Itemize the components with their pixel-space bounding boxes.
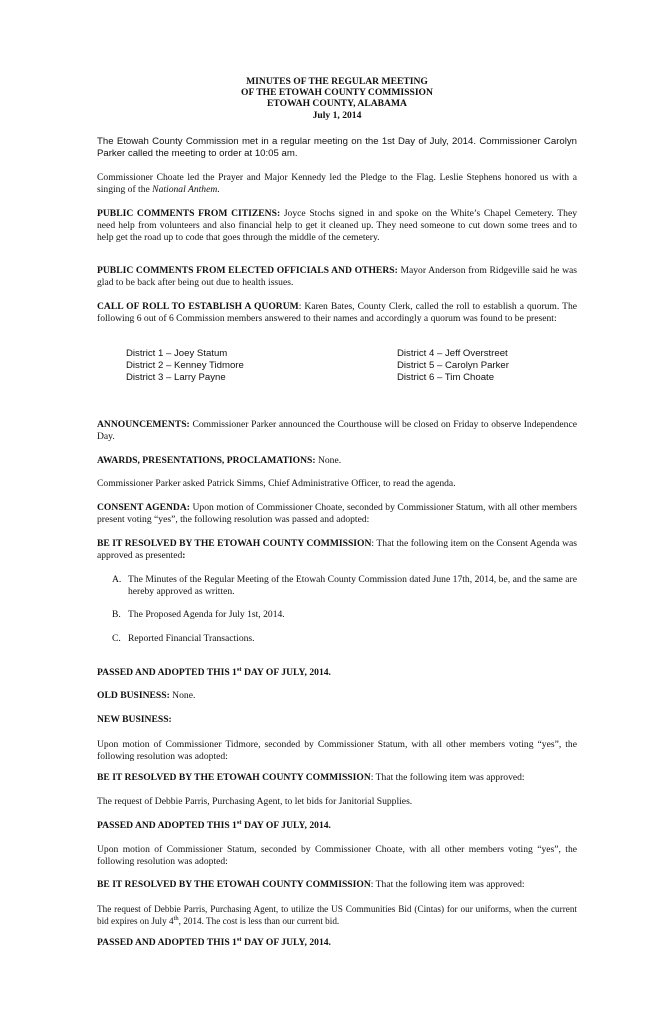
passed-sup: st [236,665,242,673]
new-business-heading: NEW BUSINESS: [97,714,172,725]
motion-statum-paragraph: Upon motion of Commissioner Statum, seconded by Commissioner Choate, with all other members voting “yes”, the following resolution was adopted: [97,844,577,867]
uniforms-sup: th [173,914,179,922]
roll-district-6: District 6 – Tim Choate [397,372,495,383]
roll-district-4: District 4 – Jeff Overstreet [397,348,508,359]
resolved-consent-heading: BE IT RESOLVED BY THE ETOWAH COUNTY COMMISSION [97,538,372,549]
pledge-end: . [217,184,220,195]
old-business-text: None. [169,690,196,701]
passed-post: DAY OF JULY, 2014. [241,667,331,678]
resolved-consent-text: : That the following item on the Consent Agenda was approved as presented [97,538,577,561]
passed-adopted-3 [97,937,577,949]
awards-paragraph [97,455,577,467]
roll-call-paragraph [97,301,577,325]
pledge-paragraph [97,172,577,196]
title-line-2: OF THE ETOWAH COUNTY COMMISSION [241,87,433,99]
roll-left-column [126,348,244,384]
resolved-heading-1: BE IT RESOLVED BY THE ETOWAH COUNTY COMMISSION [97,772,371,783]
consent-agenda-heading: CONSENT AGENDA: [97,502,190,513]
consent-item-b-text: The Proposed Agenda for July 1st, 2014. [128,609,285,620]
uniforms-pre: The request of Debbie Parris, Purchasing Agent, to utilize the US Communities Bid (Cintas) for our uniforms, when the current bid expires on July 4 [97,904,577,926]
title-line-3: ETOWAH COUNTY, ALABAMA [267,98,407,110]
resolved-consent-paragraph [97,538,577,562]
consent-item-a-label: A. [112,574,122,585]
passed-adopted-2 [97,820,577,832]
resolved-text-1: : That the following item was approved: [370,772,525,783]
roll-district-2: District 2 – Kenney Tidmore [126,360,244,371]
consent-item-a-text: The Minutes of the Regular Meeting of the Etowah County Commission dated June 17th, 2014, be, and the same are hereby approved as written. [128,574,577,597]
awards-text: None. [315,455,342,466]
title-date: July 1, 2014 [312,109,362,121]
old-business-heading: OLD BUSINESS: [97,690,170,701]
resolved-paragraph-2 [97,879,577,891]
passed-pre: PASSED AND ADOPTED THIS 1 [97,667,237,678]
motion-tidmore-paragraph: Upon motion of Commissioner Tidmore, seconded by Commissioner Statum, with all other members voting “yes”, the following resolution was adopted: [97,739,577,762]
resolved-heading-2: BE IT RESOLVED BY THE ETOWAH COUNTY COMMISSION [97,879,371,890]
roll-call-text: : Karen Bates, County Clerk, called the roll to establish a quorum. The following 6 out of 6 Commission members answered to their names and accordingly a quorum was found to be present: [97,301,577,324]
citizens-comments-heading: PUBLIC COMMENTS FROM CITIZENS: [97,208,281,219]
consent-item-c-label: C. [112,633,121,644]
passed-adopted-1 [97,667,577,679]
officials-comments-paragraph [97,265,577,289]
uniforms-post: , 2014. The cost is less than our current bid. [178,916,340,926]
agenda-read-paragraph: Commissioner Parker asked Patrick Simms, Chief Administrative Officer, to read the agenda. [97,478,456,489]
citizens-comments-paragraph [97,208,577,244]
pledge-text: Commissioner Choate led the Prayer and Major Kennedy led the Pledge to the Flag. Leslie Stephens honored us with a singing of the [97,172,577,195]
citizens-comments-text: Joyce Stochs signed in and spoke on the White’s Chapel Cemetery. They need help from volunteers and also financial help to get it cleaned up. They need someone to cut down some trees and to help get the road up to code that goes through the middle of the cemetery. [97,208,577,243]
consent-agenda-paragraph [97,502,577,526]
officials-comments-heading: PUBLIC COMMENTS FROM ELECTED OFFICIALS AND OTHERS: [97,265,398,276]
resolved-consent-colon: : [182,550,186,561]
old-business-paragraph [97,690,577,702]
consent-agenda-text: Upon motion of Commissioner Choate, seconded by Commissioner Statum, with all other members present voting “yes”, the following resolution was passed and adopted: [97,502,577,525]
passed-pre: PASSED AND ADOPTED THIS 1 [97,937,237,948]
announcements-text: Commissioner Parker announced the Courthouse will be closed on Friday to observe Independence Day. [97,419,577,442]
roll-district-5: District 5 – Carolyn Parker [397,360,509,371]
passed-sup: st [236,818,242,826]
roll-right-column [397,348,509,384]
consent-item-b-label: B. [112,609,121,620]
announcements-paragraph [97,419,577,443]
intro-paragraph: The Etowah County Commission met in a regular meeting on the 1st Day of July, 2014. Commissioner Carolyn Parker called the meeting to order at 10:05 am. [97,136,577,159]
passed-post: DAY OF JULY, 2014. [241,937,331,948]
announcements-heading: ANNOUNCEMENTS: [97,419,190,430]
title-line-1: MINUTES OF THE REGULAR MEETING [246,76,428,87]
officials-comments-text: Mayor Anderson from Ridgeville said he was glad to be back after being out due to health issues. [97,265,577,288]
janitorial-paragraph: The request of Debbie Parris, Purchasing Agent, to let bids for Janitorial Supplies. [97,796,413,807]
awards-heading: AWARDS, PRESENTATIONS, PROCLAMATIONS: [97,455,316,466]
roll-district-1: District 1 – Joey Statum [126,348,228,359]
passed-post: DAY OF JULY, 2014. [241,820,331,831]
passed-sup: st [236,935,242,943]
national-anthem-text: National Anthem [152,184,218,195]
passed-pre: PASSED AND ADOPTED THIS 1 [97,820,237,831]
roll-district-3: District 3 – Larry Payne [126,372,226,383]
uniforms-paragraph [97,903,577,927]
resolved-text-2: : That the following item was approved: [370,879,525,890]
roll-call-heading: CALL OF ROLL TO ESTABLISH A QUORUM [97,301,299,312]
resolved-paragraph-1 [97,772,577,784]
consent-item-c-text: Reported Financial Transactions. [128,633,255,644]
document-title [97,76,577,121]
